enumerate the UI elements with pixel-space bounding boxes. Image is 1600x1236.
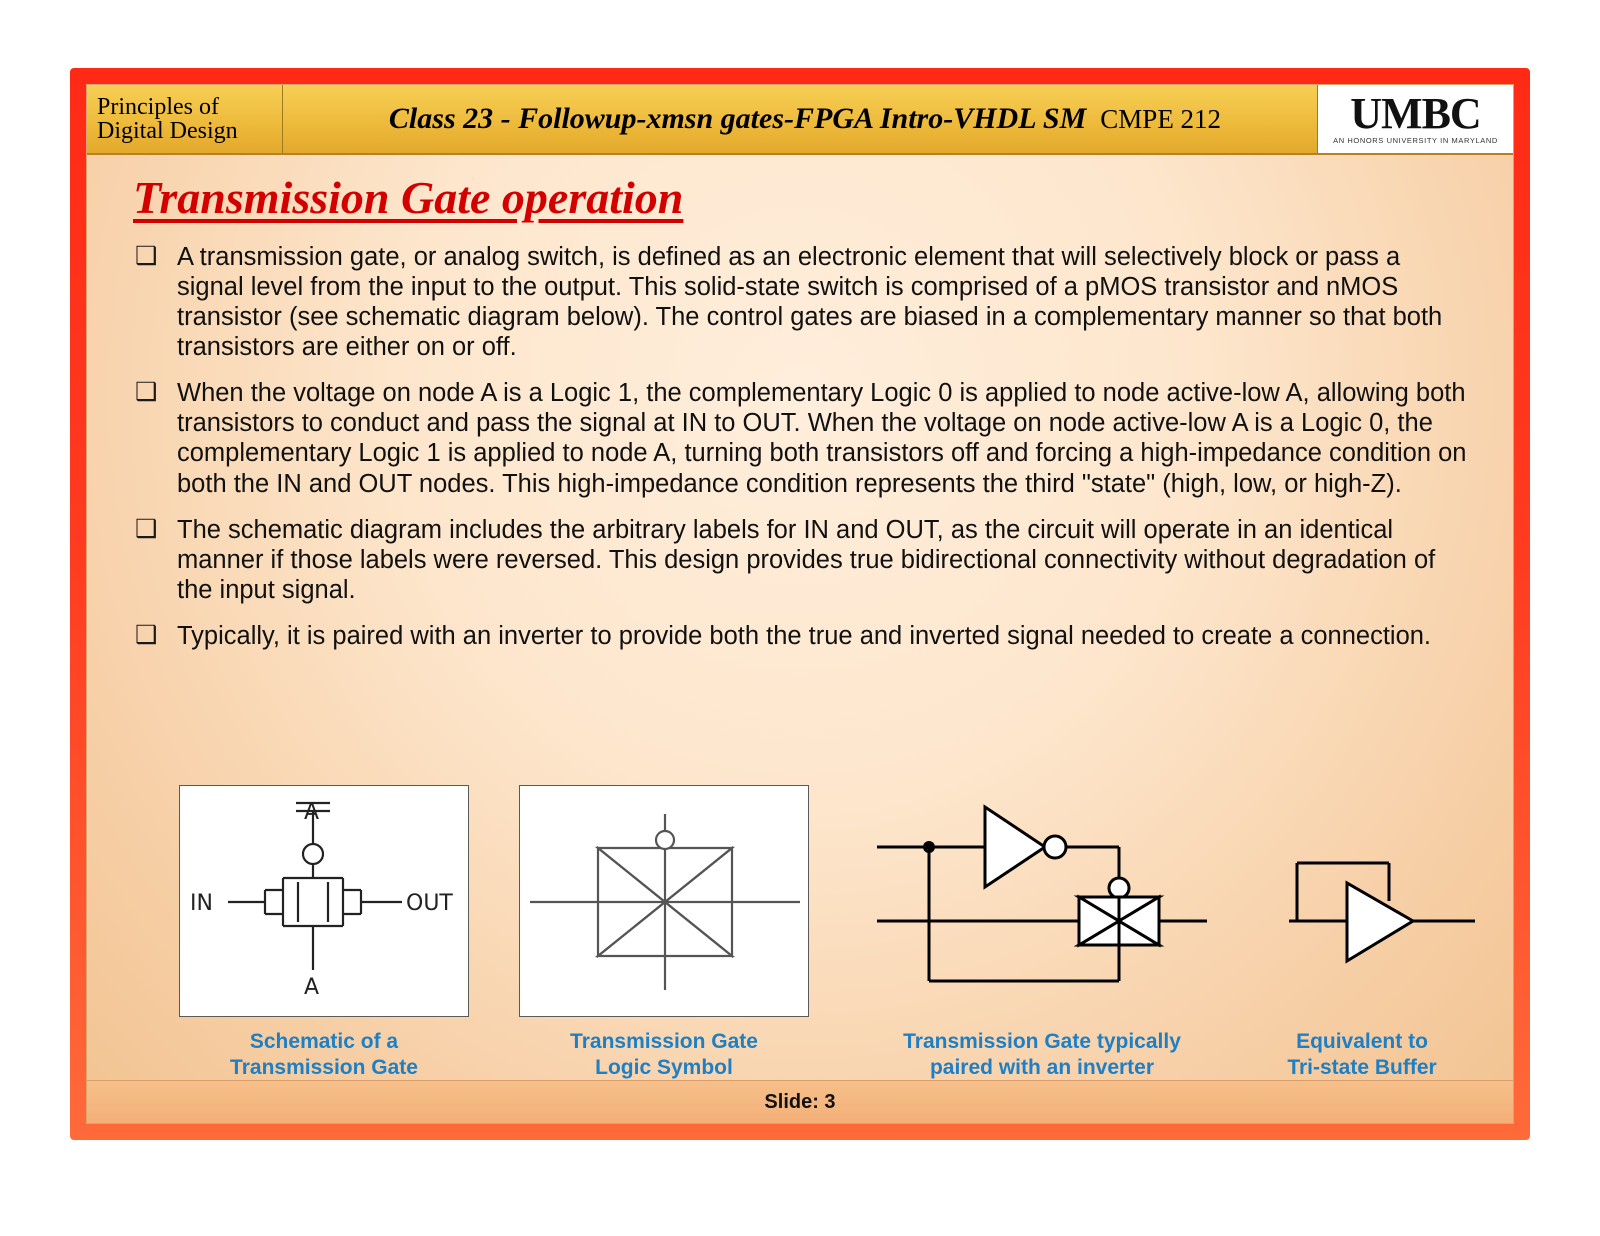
figure-logic-symbol-image (519, 785, 809, 1017)
figure-caption-line1: Transmission Gate typically (903, 1030, 1181, 1053)
header-course-line1: Principles of (97, 93, 219, 120)
figure-caption-line2: Tri-state Buffer (1287, 1056, 1437, 1080)
figure-tristate-buffer (1237, 785, 1487, 1082)
svg-text:A: A (304, 800, 320, 825)
page-title: Transmission Gate operation (133, 172, 684, 223)
list-item-text: A transmission gate, or analog switch, is defined as an electronic element that will selectively block or pass a signal level from the input to the output. This solid-state switch is comprised of a pMOS transistor and nMOS transistor (see schematic diagram below). The control gates are biased in a complementary manner so that both transistors are either on or off. (177, 243, 1443, 362)
slide-border (70, 68, 1530, 1140)
list-item (131, 621, 1473, 651)
list-item (131, 515, 1473, 605)
figure-paired-inverter-image (867, 785, 1217, 1017)
bullet-square-icon: ❑ (135, 242, 158, 270)
figure-paired-inverter-caption (867, 1029, 1217, 1082)
list-item-text: The schematic diagram includes the arbitrary labels for IN and OUT, as the circuit will operate in an identical manner if those labels were reversed. This design provides true bidirectional connectivity without degradation of the input signal. (177, 515, 1436, 604)
bullet-square-icon: ❑ (135, 620, 158, 649)
umbc-logo (1317, 85, 1513, 153)
figure-tristate-buffer-image (1237, 785, 1487, 1017)
list-item-text: Typically, it is paired with an inverter to provide both the true and inverted signal needed to create a connection. (177, 621, 1432, 650)
umbc-logo-tagline: AN HONORS UNIVERSITY IN MARYLAND (1333, 136, 1498, 146)
header-title-group (283, 102, 1317, 136)
figure-schematic (179, 785, 469, 1082)
figure-caption-line1: Equivalent to (1296, 1030, 1428, 1053)
list-item (131, 242, 1473, 362)
figure-row (147, 785, 1477, 1095)
figure-logic-symbol (519, 785, 809, 1082)
bullet-list (131, 242, 1473, 651)
slide-number: Slide: 3 (764, 1090, 836, 1113)
header-course-code: CMPE 212 (1100, 104, 1222, 134)
list-item (131, 378, 1473, 498)
figure-schematic-caption (179, 1029, 469, 1082)
slide-footer (87, 1080, 1513, 1123)
figure-schematic-image (179, 785, 469, 1017)
figure-caption-line1: Schematic of a (249, 1030, 399, 1053)
slide-header (87, 85, 1513, 155)
figure-caption-line2: Transmission Gate (230, 1056, 418, 1080)
bullet-square-icon: ❑ (135, 514, 158, 543)
header-course-line2: Digital Design (97, 118, 238, 144)
figure-caption-line2: paired with an inverter (929, 1056, 1155, 1080)
figure-caption-line2: Logic Symbol (595, 1056, 733, 1080)
header-course-name (87, 85, 283, 153)
figure-tristate-buffer-caption (1237, 1029, 1487, 1082)
tristate-buffer-icon (1237, 785, 1487, 1017)
svg-text:OUT: OUT (406, 891, 453, 916)
inverter-with-transmission-gate-icon (867, 785, 1217, 1017)
svg-text:IN: IN (190, 891, 213, 916)
figure-caption-line1: Transmission Gate (570, 1030, 758, 1053)
header-deck-title: Class 23 - Followup-xmsn gates-FPGA Intro-VHDL SM (388, 102, 1087, 135)
transmission-gate-schematic-icon (180, 786, 470, 1018)
slide-canvas (86, 84, 1514, 1124)
list-item-text: When the voltage on node A is a Logic 1, the complementary Logic 0 is applied to node active-low A, allowing both transistors to conduct and pass the signal at IN to OUT. When the voltage on node active-low A is a Logic 0, the complementary Logic 1 is applied to node A, turning both transistors off and forcing a high-impedance condition on both the IN and OUT nodes. This high-impedance condition represents the third "state" (high, low, or high-Z). (177, 379, 1467, 498)
figure-paired-inverter (867, 785, 1217, 1082)
svg-text:A: A (304, 975, 320, 1000)
figure-logic-symbol-caption (519, 1029, 809, 1082)
umbc-logo-text: UMBC (1350, 88, 1481, 138)
bullet-square-icon: ❑ (135, 378, 158, 407)
transmission-gate-symbol-icon (520, 786, 810, 1018)
